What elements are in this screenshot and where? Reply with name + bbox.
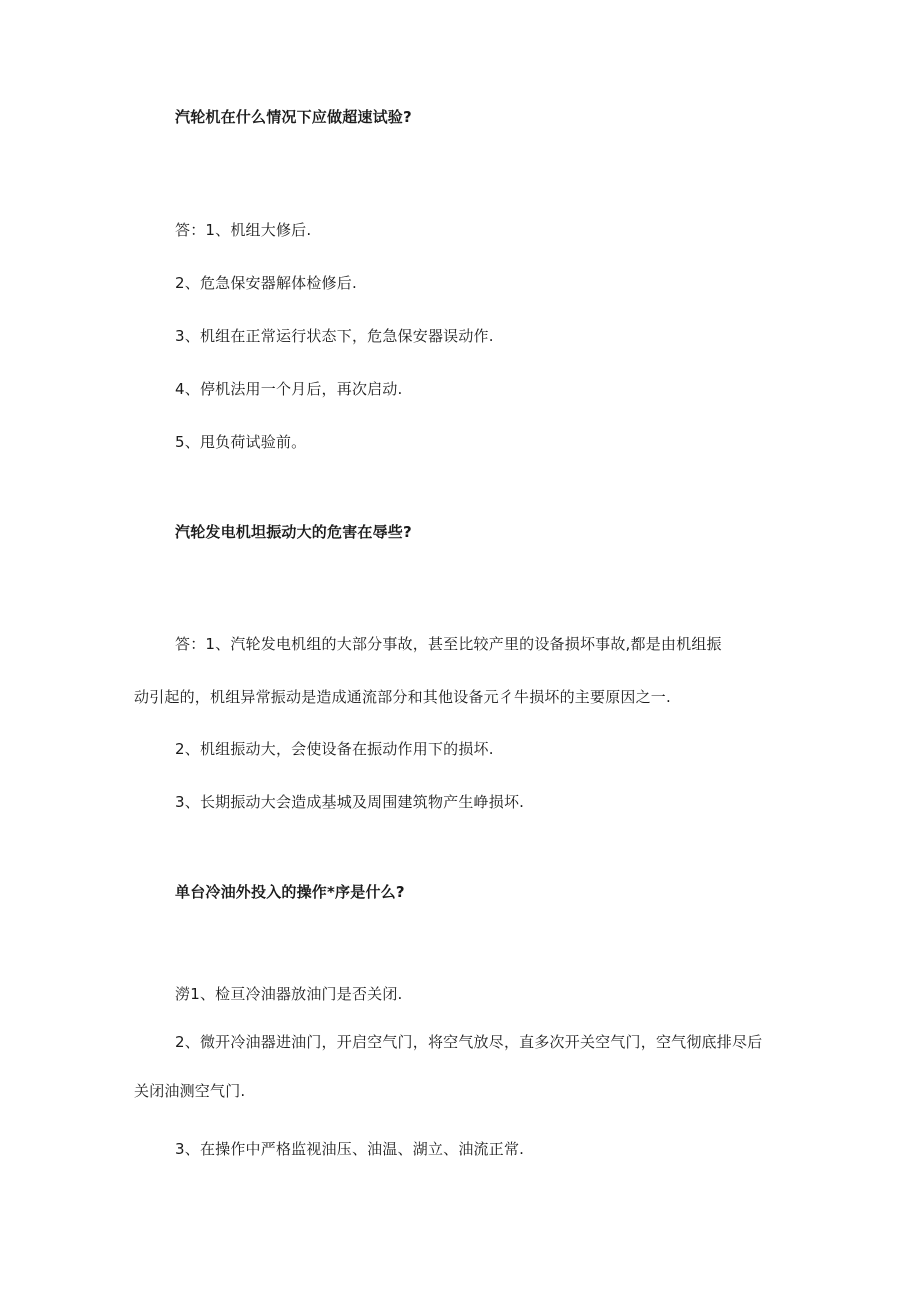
answer-2-line-1: 答：1、汽轮发电机组的大部分事故，甚至比较产里的设备损坏事故,都是由机组振	[175, 635, 722, 653]
answer-1-line-1: 答：1、机组大修后.	[175, 221, 312, 239]
answer-3-line-2: 2、微开冷油器进油门，开启空气门，将空气放尽，直多次开关空气门，空气彻底排尽后	[175, 1033, 763, 1051]
question-3-title: 单台冷油外投入的操作*序是什么?	[175, 883, 405, 901]
answer-1-line-4: 4、停机法用一个月后，再次启动.	[175, 380, 403, 398]
answer-1-line-2: 2、危急保安器解体检修后.	[175, 274, 357, 292]
answer-1-line-3: 3、机组在正常运行状态下，危急保安器误动作.	[175, 327, 494, 345]
answer-2-line-3: 3、长期振动大会造成基城及周围建筑物产生峥损坏.	[175, 793, 525, 811]
answer-1-line-5: 5、甩负荷试验前。	[175, 433, 307, 451]
answer-3-line-2-continued: 关闭油测空气门.	[134, 1082, 246, 1100]
question-1-title: 汽轮机在什么情况下应做超速试验?	[175, 108, 412, 126]
answer-2-line-1-continued: 动引起的，机组异常振动是造成通流部分和其他设备元彳牛损坏的主要原因之一.	[134, 688, 671, 706]
answer-3-line-3: 3、在操作中严格监视油压、油温、湖立、油流正常.	[175, 1140, 525, 1158]
answer-3-line-1: 澇1、检亘冷油器放油门是否关闭.	[175, 985, 403, 1003]
answer-2-line-2: 2、机组振动大，会使设备在振动作用下的损坏.	[175, 740, 494, 758]
question-2-title: 汽轮发电机坦振动大的危害在辱些?	[175, 523, 412, 541]
